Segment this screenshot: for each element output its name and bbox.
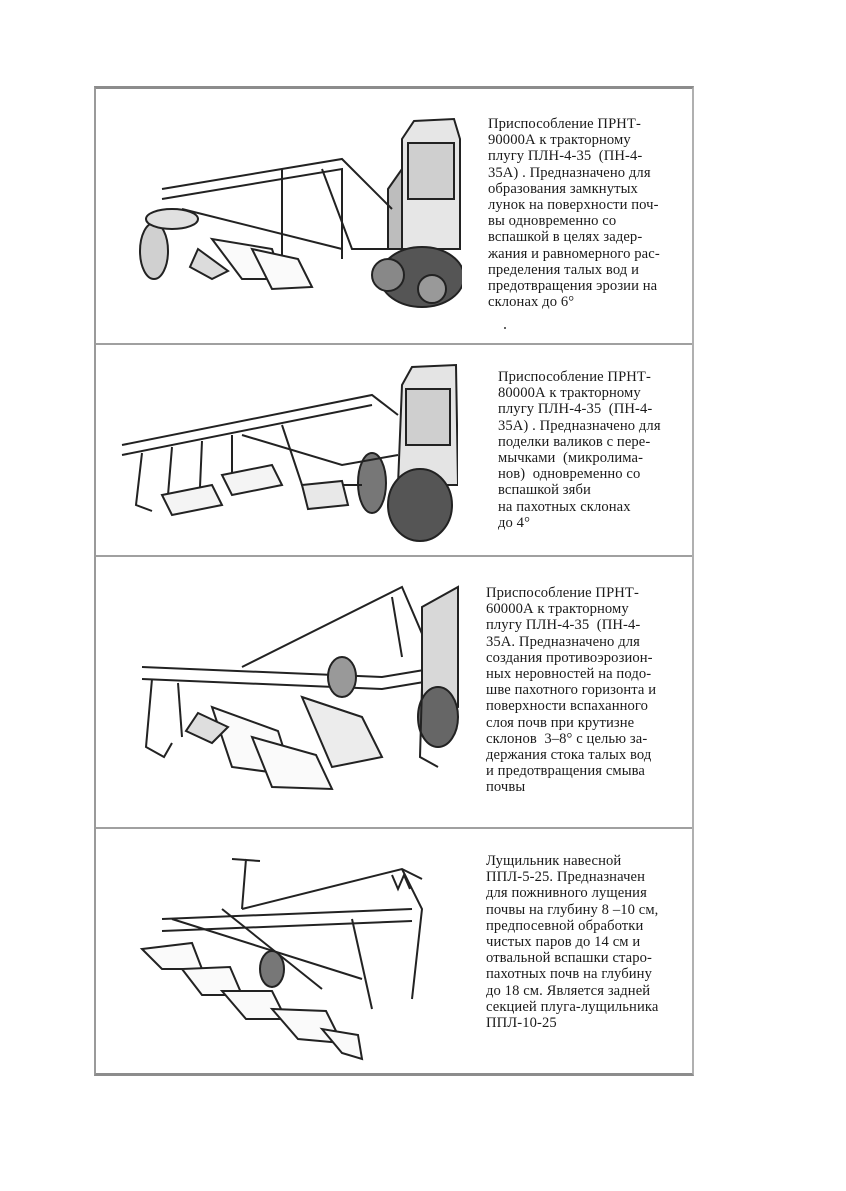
page-frame — [94, 86, 694, 1076]
item-row-3 — [96, 555, 692, 827]
item-row-2 — [96, 343, 692, 555]
plow-anti-erosion-attachment-illustration — [102, 567, 462, 817]
stray-dot — [504, 327, 506, 329]
item-row-4 — [96, 827, 692, 1076]
tractor-hole-digger-illustration — [102, 99, 462, 331]
item-row-1 — [96, 89, 692, 343]
tractor-ridge-former-illustration — [102, 355, 458, 545]
item-description: Приспособление ПРНТ- 80000А к тракторному плугу ПЛН-4-35 (ПН-4- 35А) . Предназначено для поделки валиков с пере- мычками (микролима- нов) одновременно со вспашкой зяби на пахотных склонах до 4° — [498, 369, 661, 531]
item-description: Приспособление ПРНТ- 60000А к тракторному плугу ПЛН-4-35 (ПН-4- 35А. Предназначено для создания противоэрозион- ных неровностей на подо- шве пахотного горизонта и поверхности вспаханного слоя почв при крутизне склонов 3–8° с целью за- держания стока талых вод и предотвращения смыва почвы — [486, 585, 657, 796]
item-description: Лущильник навесной ППЛ-5-25. Предназначен для пожнивного лущения почвы на глубину 8 –10 см, предпосевной обработки чистых паров до 14 см и отвальной вспашки старо- пахотных почв на глубину до 18 см. Является задней секцией плуга-лущильника ППЛ-10-25 — [486, 853, 659, 1032]
mounted-stubble-plow-illustration — [102, 839, 462, 1069]
item-description: Приспособление ПРНТ- 90000А к тракторному плугу ПЛН-4-35 (ПН-4- 35А) . Предназначено для образования замкнутых лунок на поверхности поч- вы одновременно со вспашкой в целях задер- жания и равномерного рас- пределения талых вод и предотвращения эрозии на склонах до 6° — [488, 116, 660, 311]
